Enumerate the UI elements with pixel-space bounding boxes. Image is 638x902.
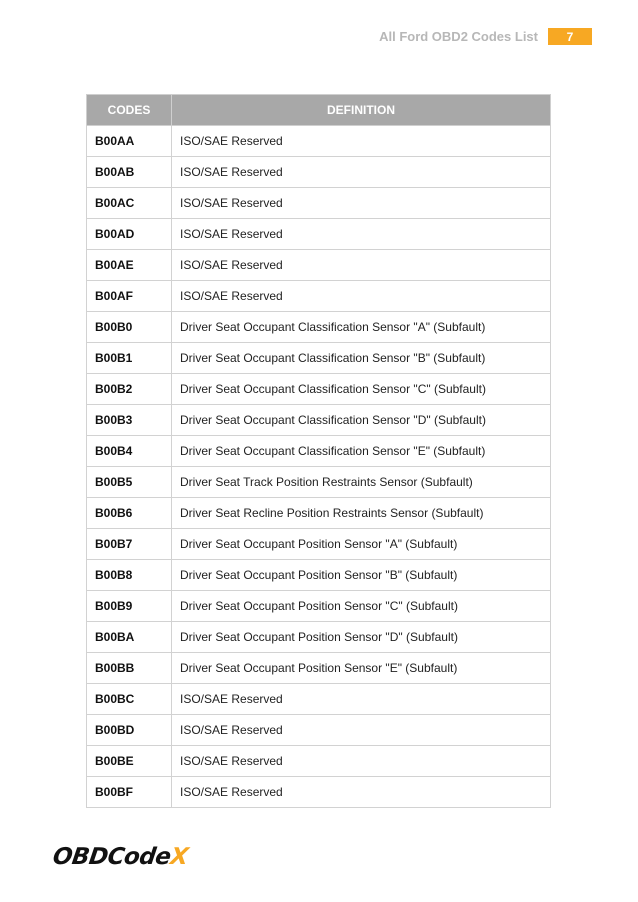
page-number-badge: 7 <box>548 28 592 45</box>
code-cell: B00B0 <box>87 312 172 343</box>
code-cell: B00AF <box>87 281 172 312</box>
code-cell: B00B4 <box>87 436 172 467</box>
code-cell: B00B5 <box>87 467 172 498</box>
column-header-codes: CODES <box>87 95 172 126</box>
definition-cell: ISO/SAE Reserved <box>172 157 551 188</box>
code-cell: B00B1 <box>87 343 172 374</box>
definition-cell: ISO/SAE Reserved <box>172 250 551 281</box>
definition-cell: ISO/SAE Reserved <box>172 777 551 808</box>
code-cell: B00AC <box>87 188 172 219</box>
code-cell: B00BA <box>87 622 172 653</box>
code-cell: B00B7 <box>87 529 172 560</box>
table-row <box>87 715 551 746</box>
table-row <box>87 591 551 622</box>
table-row <box>87 157 551 188</box>
code-cell: B00AA <box>87 126 172 157</box>
definition-cell: ISO/SAE Reserved <box>172 126 551 157</box>
code-cell: B00BE <box>87 746 172 777</box>
definition-cell: ISO/SAE Reserved <box>172 219 551 250</box>
table-row <box>87 467 551 498</box>
code-cell: B00B9 <box>87 591 172 622</box>
definition-cell: Driver Seat Occupant Classification Sensor "A" (Subfault) <box>172 312 551 343</box>
code-cell: B00AE <box>87 250 172 281</box>
definition-cell: ISO/SAE Reserved <box>172 188 551 219</box>
code-cell: B00BF <box>87 777 172 808</box>
code-cell: B00AB <box>87 157 172 188</box>
table-row <box>87 374 551 405</box>
table-row <box>87 653 551 684</box>
table-row <box>87 777 551 808</box>
table-row <box>87 436 551 467</box>
table-row <box>87 498 551 529</box>
code-cell: B00B3 <box>87 405 172 436</box>
code-cell: B00B8 <box>87 560 172 591</box>
logo-accent: X <box>168 844 190 870</box>
code-cell: B00BB <box>87 653 172 684</box>
code-cell: B00B6 <box>87 498 172 529</box>
definition-cell: ISO/SAE Reserved <box>172 281 551 312</box>
definition-cell: Driver Seat Occupant Classification Sensor "D" (Subfault) <box>172 405 551 436</box>
definition-cell: Driver Seat Occupant Classification Sensor "C" (Subfault) <box>172 374 551 405</box>
column-header-definition: DEFINITION <box>172 95 551 126</box>
definition-cell: Driver Seat Occupant Position Sensor "B" (Subfault) <box>172 560 551 591</box>
code-cell: B00AD <box>87 219 172 250</box>
table-row <box>87 684 551 715</box>
definition-cell: Driver Seat Occupant Position Sensor "D" (Subfault) <box>172 622 551 653</box>
definition-cell: Driver Seat Occupant Position Sensor "E" (Subfault) <box>172 653 551 684</box>
definition-cell: Driver Seat Occupant Position Sensor "C" (Subfault) <box>172 591 551 622</box>
table-row <box>87 188 551 219</box>
page-header <box>379 28 592 45</box>
definition-cell: Driver Seat Occupant Classification Sensor "B" (Subfault) <box>172 343 551 374</box>
logo-text: OBDCode <box>51 844 173 870</box>
table-row <box>87 312 551 343</box>
definition-cell: ISO/SAE Reserved <box>172 684 551 715</box>
definition-cell: ISO/SAE Reserved <box>172 746 551 777</box>
table-row <box>87 529 551 560</box>
table-row <box>87 126 551 157</box>
definition-cell: ISO/SAE Reserved <box>172 715 551 746</box>
table-row <box>87 281 551 312</box>
code-cell: B00BC <box>87 684 172 715</box>
table-header-row <box>87 95 551 126</box>
codes-table <box>86 94 551 808</box>
table-row <box>87 746 551 777</box>
definition-cell: Driver Seat Occupant Classification Sensor "E" (Subfault) <box>172 436 551 467</box>
definition-cell: Driver Seat Recline Position Restraints Sensor (Subfault) <box>172 498 551 529</box>
document-title: All Ford OBD2 Codes List <box>379 29 538 44</box>
table-row <box>87 560 551 591</box>
table-row <box>87 405 551 436</box>
table-row <box>87 250 551 281</box>
definition-cell: Driver Seat Occupant Position Sensor "A" (Subfault) <box>172 529 551 560</box>
obdcodex-logo <box>51 844 189 870</box>
code-cell: B00B2 <box>87 374 172 405</box>
code-cell: B00BD <box>87 715 172 746</box>
table-row <box>87 219 551 250</box>
table-row <box>87 622 551 653</box>
table-row <box>87 343 551 374</box>
definition-cell: Driver Seat Track Position Restraints Sensor (Subfault) <box>172 467 551 498</box>
